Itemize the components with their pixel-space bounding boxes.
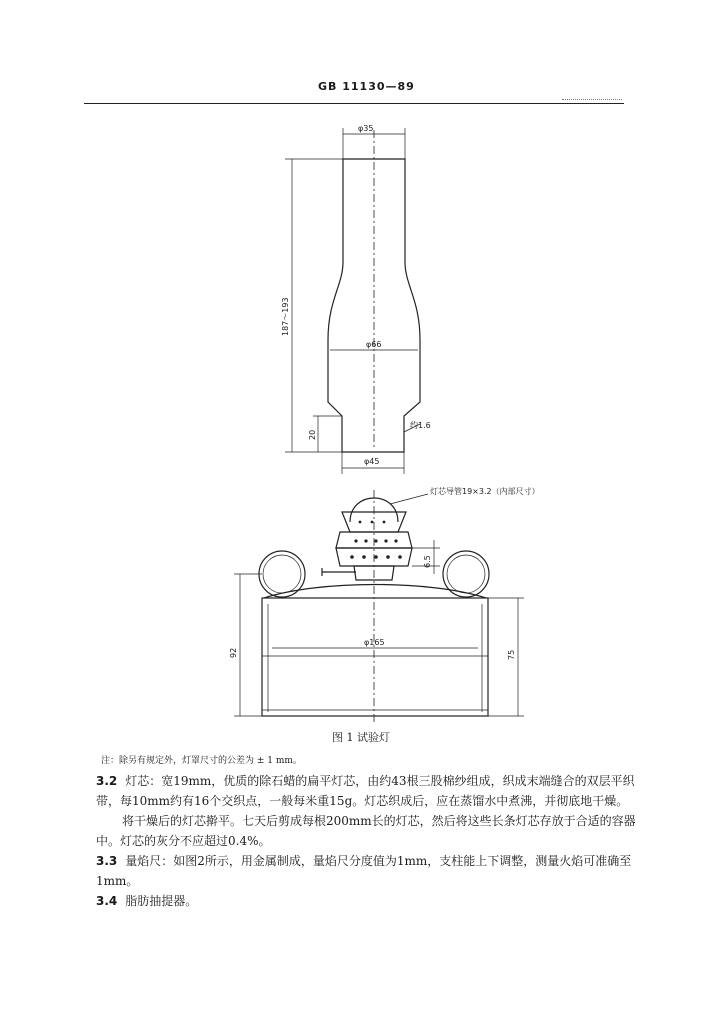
section-3-2 <box>96 771 656 811</box>
section-3-3 <box>96 851 656 891</box>
tank-body <box>262 598 488 716</box>
wick-guide-label: 灯芯导管19×3.2（内部尺寸） <box>430 487 540 496</box>
dim-total-height: 92 <box>229 647 238 658</box>
dim-chimney-thickness: 约1.6 <box>410 421 431 430</box>
dim-chimney-bottom: φ45 <box>364 457 380 466</box>
section-number: 3.2 <box>96 774 118 788</box>
figure-note: 注：除另有规定外，灯罩尺寸的公差为 ± 1 mm。 <box>101 756 302 766</box>
dim-chimney-base-height: 20 <box>308 429 317 440</box>
dim-tank-diameter: φ165 <box>364 638 385 647</box>
standard-code: GB 11130—89 <box>318 80 415 93</box>
section-text: 量焰尺：如图2所示，用金属制成，量焰尺分度值为1mm，支柱能上下调整，测量火焰可准确至1mm。 <box>96 854 632 888</box>
section-text: 脂肪抽提器。 <box>125 894 198 908</box>
wick-paragraph: 将干燥后的灯芯擀平。七天后剪成每根200mm长的灯芯，然后将这些长条灯芯存放于合适的容器中。灯芯的灰分不应超过0.4%。 <box>96 814 636 848</box>
figure-caption: 图 1 试验灯 <box>332 731 390 744</box>
dim-chimney-body: φ66 <box>366 340 382 349</box>
dim-clearance: 6.5 <box>423 555 432 568</box>
section-number: 3.3 <box>96 854 118 868</box>
dim-tank-height: 75 <box>507 649 516 660</box>
section-3-4 <box>96 891 656 911</box>
section-text: 灯芯：宽19mm，优质的除石蜡的扁平灯芯，由约43根三股棉纱组成，织成末端缝合的双层平织带，每10mm约有16个交织点，一般每米重15g。灯芯织成后，应在蒸馏水中煮沸，并彻底地干燥。 <box>96 774 635 808</box>
dim-chimney-top: φ35 <box>358 124 374 133</box>
dim-chimney-height: 187～193 <box>281 297 290 336</box>
section-number: 3.4 <box>96 894 118 908</box>
